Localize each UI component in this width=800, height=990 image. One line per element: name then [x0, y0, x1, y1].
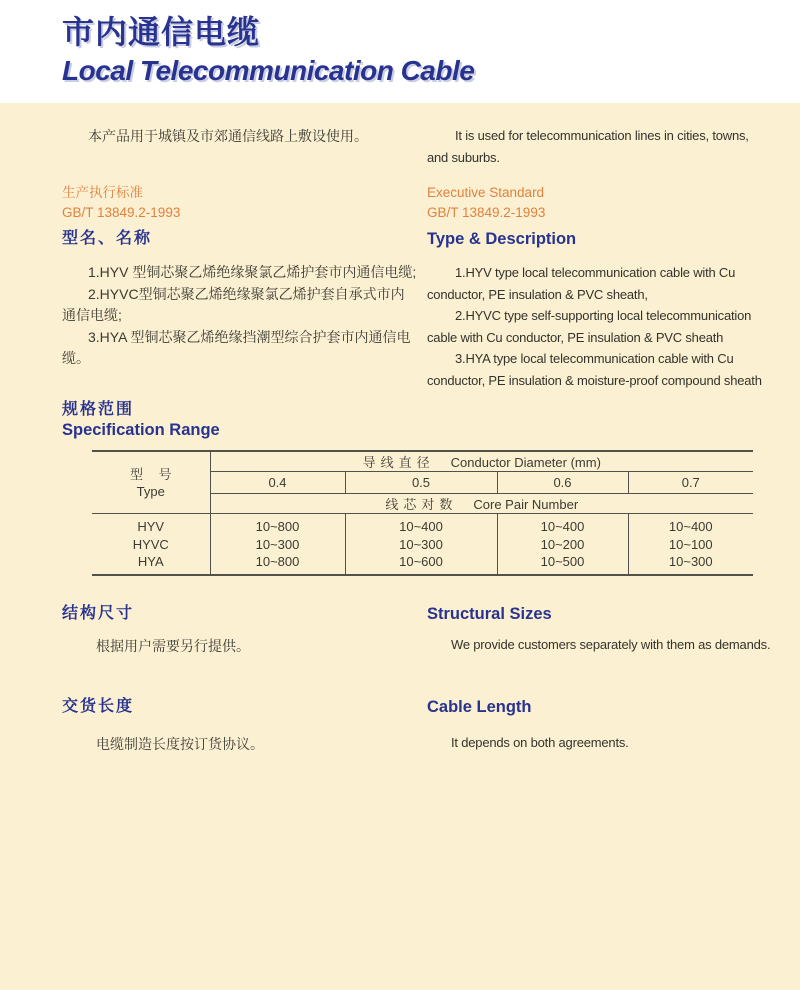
value-cell: 10~400 — [345, 514, 497, 535]
structural-note-en: We provide customers separately with them as demands. — [451, 637, 771, 652]
diameter-value: 0.7 — [628, 472, 753, 494]
core-pair-header — [210, 494, 753, 514]
core-pair-header-en: Core Pair Number — [473, 497, 579, 512]
length-heading-en: Cable Length — [427, 698, 532, 716]
table-row — [92, 554, 753, 575]
types-heading-en: Type & Description — [427, 230, 577, 248]
conductor-diameter-header-zh: 导线直径 — [362, 455, 435, 470]
value-cell: 10~300 — [210, 534, 345, 554]
length-col-zh — [62, 697, 417, 755]
table-row — [92, 534, 753, 554]
standard-value-en: GB/T 13849.2-1993 — [427, 205, 546, 220]
standards-section — [62, 183, 772, 223]
type-item-en: 3.HYA type local telecommunication cable with Cu conductor, PE insulation & moisture-proof compound sheath — [427, 351, 762, 388]
core-pair-header-zh: 线芯对数 — [385, 497, 458, 512]
type-item-en: 1.HYV type local telecommunication cable with Cu conductor, PE insulation & PVC sheath, — [427, 265, 736, 302]
intro-col-zh — [62, 125, 417, 169]
value-cell: 10~100 — [628, 534, 753, 554]
intro-paragraph-en: It is used for telecommunication lines in cities, towns, and suburbs. — [427, 128, 749, 165]
structural-section — [62, 604, 772, 657]
types-heading-zh: 型名、名称 — [62, 230, 153, 247]
value-cell: 10~500 — [497, 554, 628, 575]
value-cell: 10~400 — [497, 514, 628, 535]
conductor-diameter-header — [210, 451, 753, 472]
intro-section — [62, 125, 772, 169]
structural-heading-en: Structural Sizes — [427, 605, 552, 623]
spec-table — [92, 450, 753, 576]
type-cell: HYV — [137, 519, 165, 534]
table-row — [92, 514, 753, 535]
page-header — [0, 0, 800, 103]
length-col-en — [427, 697, 772, 755]
length-note-en: It depends on both agreements. — [451, 735, 629, 750]
diameter-value: 0.4 — [210, 472, 345, 494]
value-cell: 10~800 — [210, 514, 345, 535]
type-column-header-en: Type — [136, 483, 165, 499]
spec-headings — [62, 399, 772, 441]
diameter-value: 0.5 — [345, 472, 497, 494]
intro-col-en — [427, 125, 772, 169]
diameter-value: 0.6 — [497, 472, 628, 494]
type-cell: HYA — [137, 554, 164, 569]
spec-heading-zh: 规格范围 — [62, 401, 135, 418]
value-cell: 10~800 — [210, 554, 345, 575]
type-list-zh — [62, 262, 417, 370]
type-column-header-zh: 型 号 — [129, 466, 178, 482]
cable-length-section — [62, 697, 772, 755]
standard-label-en: Executive Standard — [427, 185, 545, 200]
standard-value-zh: GB/T 13849.2-1993 — [62, 205, 181, 220]
spec-section — [62, 399, 772, 576]
standard-col-en — [427, 183, 772, 223]
types-col-zh — [62, 229, 417, 391]
type-item-zh: 1.HYV 型铜芯聚乙烯绝缘聚氯乙烯护套市内通信电缆; — [88, 264, 417, 280]
value-cell: 10~300 — [345, 534, 497, 554]
value-cell: 10~300 — [628, 554, 753, 575]
page-title-zh: 市内通信电缆 — [62, 14, 261, 50]
structural-note-zh: 根据用户需要另行提供。 — [96, 638, 250, 654]
types-section — [62, 229, 772, 391]
spec-heading-en: Specification Range — [62, 421, 220, 439]
types-col-en — [427, 229, 772, 391]
length-heading-zh: 交货长度 — [62, 698, 135, 715]
type-item-en: 2.HYVC type self-supporting local telecommunication cable with Cu conductor, PE insulation & PVC sheath — [427, 308, 752, 345]
type-list-en — [427, 262, 772, 391]
table-row-diameter-header — [92, 451, 753, 472]
structural-col-en — [427, 604, 772, 657]
standard-col-zh — [62, 183, 417, 223]
page-body — [0, 103, 800, 755]
structural-heading-zh: 结构尺寸 — [62, 605, 135, 622]
type-cell: HYVC — [132, 536, 169, 552]
conductor-diameter-header-en: Conductor Diameter (mm) — [450, 455, 601, 470]
value-cell: 10~200 — [497, 534, 628, 554]
length-note-zh: 电缆制造长度按订货协议。 — [96, 736, 264, 752]
structural-col-zh — [62, 604, 417, 657]
page-title-en: Local Telecommunication Cable — [62, 55, 475, 86]
type-item-zh: 2.HYVC型铜芯聚乙烯绝缘聚氯乙烯护套自承式市内通信电缆; — [62, 285, 405, 323]
value-cell: 10~400 — [628, 514, 753, 535]
intro-paragraph-zh: 本产品用于城镇及市郊通信线路上敷设使用。 — [88, 128, 368, 144]
value-cell: 10~600 — [345, 554, 497, 575]
type-item-zh: 3.HYA 型铜芯聚乙烯绝缘挡潮型综合护套市内通信电缆。 — [62, 328, 411, 366]
type-column-header — [92, 451, 210, 514]
standard-label-zh: 生产执行标准 — [62, 185, 143, 200]
